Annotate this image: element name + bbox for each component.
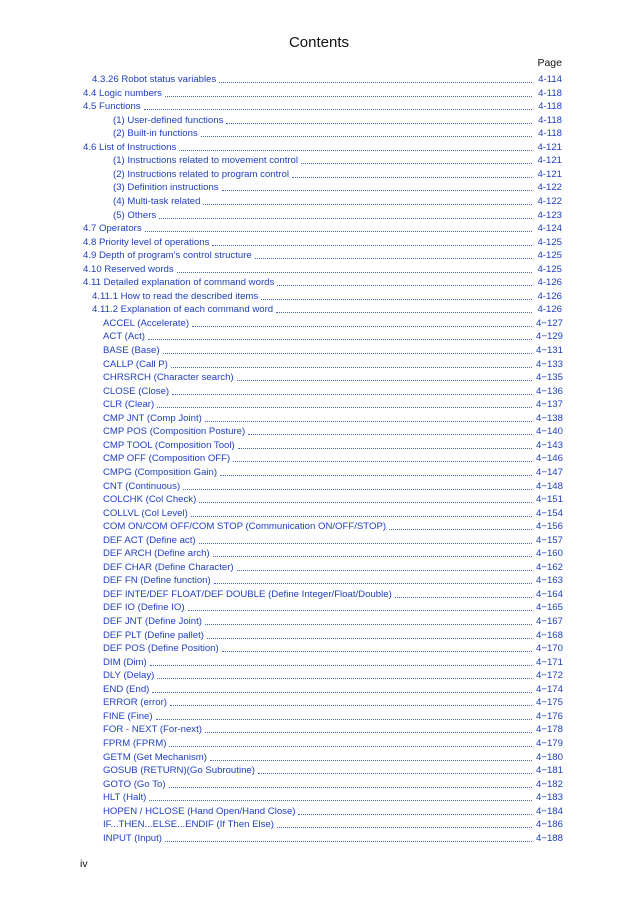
toc-entry[interactable] <box>103 587 562 601</box>
dot-leader <box>145 230 532 232</box>
toc-entry-title: (3) Definition instructions <box>113 182 219 194</box>
toc-entry-title: (2) Built-in functions <box>113 128 198 140</box>
toc-entry[interactable] <box>83 262 562 276</box>
dot-leader <box>220 474 532 476</box>
dot-leader <box>188 609 532 611</box>
dot-leader <box>150 664 532 666</box>
toc-entry-page: 4−148 <box>536 480 563 492</box>
dot-leader <box>277 284 532 286</box>
toc-entry-page: 4−183 <box>536 792 563 804</box>
toc-entry-page: 4-124 <box>537 223 562 235</box>
toc-entry[interactable] <box>113 113 562 127</box>
toc-entry[interactable] <box>103 438 562 452</box>
toc-entry-page: 4−138 <box>536 412 563 424</box>
toc-entry-page: 4−151 <box>536 494 563 506</box>
toc-entry-title: IF...THEN...ELSE...ENDIF (If Then Else) <box>103 819 274 831</box>
toc-entry-page: 4−175 <box>536 697 563 709</box>
toc-entry-page: 4-118 <box>538 87 562 99</box>
toc-entry-title: (4) Multi-task related <box>113 195 201 207</box>
toc-entry-title: END (End) <box>103 683 150 695</box>
toc-entry-title: 4.8 Priority level of operations <box>83 236 210 248</box>
dot-leader <box>199 542 532 544</box>
toc-entry-page: 4-118 <box>538 128 562 140</box>
toc-entry[interactable] <box>103 709 562 723</box>
toc-entry-title: (1) User-defined functions <box>113 114 224 126</box>
toc-entry-page: 4-121 <box>537 168 562 180</box>
toc-entry[interactable] <box>103 506 562 520</box>
toc-entry-page: 4−137 <box>536 399 563 411</box>
dot-leader <box>258 772 532 774</box>
toc-entry-page: 4-121 <box>537 141 562 153</box>
toc-entry-title: FOR - NEXT (For-next) <box>103 724 202 736</box>
toc-entry-title: CNT (Continuous) <box>103 480 181 492</box>
dot-leader <box>207 637 532 639</box>
toc-entry-title: (1) Instructions related to movement control <box>113 155 299 167</box>
toc-entry-page: 4−163 <box>536 575 563 587</box>
toc-entry[interactable] <box>113 194 562 208</box>
dot-leader <box>255 257 532 259</box>
toc-entry-page: 4−181 <box>536 765 563 777</box>
toc-entry-title: ACT (Act) <box>103 331 145 343</box>
toc-entry[interactable] <box>103 384 562 398</box>
dot-leader <box>169 786 532 788</box>
dot-leader <box>177 271 532 273</box>
toc-entry[interactable] <box>103 804 562 818</box>
toc-entry[interactable] <box>113 180 562 194</box>
dot-leader <box>301 162 532 164</box>
toc-entry[interactable] <box>103 682 562 696</box>
toc-entry-page: 4-118 <box>538 101 562 113</box>
toc-entry-page: 4−154 <box>536 507 563 519</box>
toc-entry-page: 4−184 <box>536 805 563 817</box>
toc-entry[interactable] <box>113 126 562 140</box>
toc-entry[interactable] <box>103 750 562 764</box>
toc-entry[interactable] <box>103 343 562 357</box>
toc-entry-page: 4-118 <box>538 114 562 126</box>
toc-entry-page: 4−127 <box>536 317 563 329</box>
toc-entry-page: 4-126 <box>537 277 562 289</box>
toc-entry-page: 4−133 <box>536 358 563 370</box>
toc-entry-page: 4−188 <box>536 832 563 844</box>
toc-entry-title: 4.11 Detailed explanation of command words <box>83 277 275 289</box>
dot-leader <box>172 393 532 395</box>
dot-leader <box>157 677 532 679</box>
dot-leader <box>395 596 532 598</box>
dot-leader <box>212 244 532 246</box>
toc-entry-title: FPRM (FPRM) <box>103 737 167 749</box>
toc-entry[interactable] <box>103 316 562 330</box>
toc-entry[interactable] <box>103 600 562 614</box>
toc-entry-title: DEF CHAR (Define Character) <box>103 561 234 573</box>
dot-leader <box>205 623 532 625</box>
toc-entry-title: CMP TOOL (Composition Tool) <box>103 439 235 451</box>
dot-leader <box>226 122 532 124</box>
dot-leader <box>157 406 532 408</box>
toc-entry[interactable] <box>103 451 562 465</box>
toc-entry-page: 4−178 <box>536 724 563 736</box>
dot-leader <box>219 81 532 83</box>
dot-leader <box>179 149 532 151</box>
toc-entry-page: 4−171 <box>536 656 563 668</box>
toc-entry-title: INPUT (Input) <box>103 832 163 844</box>
toc-entry-page: 4−156 <box>536 521 563 533</box>
toc-entry-page: 4−162 <box>536 561 563 573</box>
dot-leader <box>149 799 532 801</box>
toc-entry[interactable] <box>103 817 562 831</box>
toc-entry-title: CMP OFF (Composition OFF) <box>103 453 231 465</box>
toc-entry[interactable] <box>103 465 562 479</box>
toc-entry-title: HLT (Halt) <box>103 792 147 804</box>
toc-entry-title: DEF ARCH (Define arch) <box>103 548 210 560</box>
dot-leader <box>205 731 532 733</box>
dot-leader <box>203 203 532 205</box>
toc-entry[interactable] <box>113 153 562 167</box>
dot-leader <box>277 826 532 828</box>
page-number: iv <box>80 858 88 870</box>
toc-entry-page: 4−180 <box>536 751 563 763</box>
toc-entry-title: (5) Others <box>113 209 157 221</box>
toc-entry-page: 4-123 <box>537 209 562 221</box>
page-column-label: Page <box>537 57 562 69</box>
toc-entry[interactable] <box>83 235 562 249</box>
toc-entry-page: 4−170 <box>536 643 563 655</box>
dot-leader <box>233 460 532 462</box>
toc-entry[interactable] <box>103 533 562 547</box>
dot-leader <box>199 501 532 503</box>
dot-leader <box>191 515 532 517</box>
toc-entry[interactable] <box>103 668 562 682</box>
dot-leader <box>222 189 532 191</box>
toc-entry[interactable] <box>103 370 562 384</box>
toc-entry-title: GETM (Get Mechanism) <box>103 751 207 763</box>
toc-entry-page: 4−186 <box>536 819 563 831</box>
toc-entry-title: GOTO (Go To) <box>103 778 166 790</box>
dot-leader <box>237 379 532 381</box>
toc-entry[interactable] <box>103 397 562 411</box>
toc-entry-page: 4−165 <box>536 602 563 614</box>
toc-entry[interactable] <box>92 72 562 86</box>
toc-entry-page: 4−182 <box>536 778 563 790</box>
toc-entry[interactable] <box>103 831 562 845</box>
toc-entry-title: DEF FN (Define function) <box>103 575 211 587</box>
toc-entry-page: 4−146 <box>536 453 563 465</box>
toc-entry-title: CLR (Clear) <box>103 399 155 411</box>
toc-entry-title: 4.4 Logic numbers <box>83 87 162 99</box>
dot-leader <box>276 311 532 313</box>
dot-leader <box>248 433 532 435</box>
dot-leader <box>165 95 532 97</box>
toc-entry[interactable] <box>103 479 562 493</box>
dot-leader <box>165 840 532 842</box>
toc-entry-page: 4-126 <box>537 304 562 316</box>
toc-entry-title: CLOSE (Close) <box>103 385 170 397</box>
toc-entry[interactable] <box>103 560 562 574</box>
toc-entry[interactable] <box>103 736 562 750</box>
toc-entry-page: 4−140 <box>536 426 563 438</box>
dot-leader <box>214 582 532 584</box>
toc-entry-title: DEF IO (Define IO) <box>103 602 185 614</box>
toc-entry[interactable] <box>83 99 562 113</box>
dot-leader <box>156 718 532 720</box>
dot-leader <box>389 528 532 530</box>
toc-entry-title: COLLVL (Col Level) <box>103 507 188 519</box>
toc-entry-title: (2) Instructions related to program control <box>113 168 289 180</box>
toc-entry-title: COLCHK (Col Check) <box>103 494 197 506</box>
toc-entry-page: 4−147 <box>536 466 563 478</box>
toc-entry-page: 4−157 <box>536 534 563 546</box>
toc-entry-title: FINE (Fine) <box>103 710 153 722</box>
dot-leader <box>292 176 532 178</box>
toc-entry-title: COM ON/COM OFF/COM STOP (Communication ON/OFF/STOP) <box>103 521 387 533</box>
toc-entry-title: CALLP (Call P) <box>103 358 168 370</box>
toc-entry[interactable] <box>103 492 562 506</box>
toc-entry[interactable] <box>103 763 562 777</box>
dot-leader <box>144 108 532 110</box>
toc-entry-title: ACCEL (Accelerate) <box>103 317 190 329</box>
toc-entry[interactable] <box>103 628 562 642</box>
toc-entry[interactable] <box>83 140 562 154</box>
page-title: Contents <box>288 34 350 51</box>
toc-entry-page: 4−179 <box>536 737 563 749</box>
dot-leader <box>238 447 532 449</box>
dot-leader <box>170 704 532 706</box>
toc-entry[interactable] <box>83 248 562 262</box>
toc-entry-page: 4-122 <box>537 182 562 194</box>
toc-entry-title: DLY (Delay) <box>103 670 155 682</box>
toc-entry-title: CMPG (Composition Gain) <box>103 466 218 478</box>
dot-leader <box>261 298 532 300</box>
toc-entry-title: 4.11.2 Explanation of each command word <box>92 304 274 316</box>
toc-entry-page: 4−136 <box>536 385 563 397</box>
dot-leader <box>192 325 532 327</box>
toc-entry-title: 4.11.1 How to read the described items <box>92 290 259 302</box>
toc-entry-page: 4−131 <box>536 345 563 356</box>
toc-entry[interactable] <box>83 221 562 235</box>
toc-entry[interactable] <box>103 519 562 533</box>
dot-leader <box>169 745 532 747</box>
toc-entry-page: 4-125 <box>537 263 562 275</box>
toc-entry[interactable] <box>103 695 562 709</box>
toc-entry[interactable] <box>92 302 562 316</box>
dot-leader <box>298 813 532 815</box>
dot-leader <box>152 691 532 693</box>
toc-entry-title: 4.9 Depth of program's control structure <box>83 250 252 262</box>
toc-entry-title: CMP JNT (Comp Joint) <box>103 412 202 424</box>
toc-entry-title: 4.5 Functions <box>83 101 141 113</box>
toc-entry-title: 4.3.26 Robot status variables <box>92 74 217 85</box>
toc-entry-title: DEF PLT (Define pallet) <box>103 629 204 641</box>
toc-entry-page: 4−143 <box>536 439 563 451</box>
toc-entry-title: HOPEN / HCLOSE (Hand Open/Hand Close) <box>103 805 296 817</box>
toc-entry[interactable] <box>103 546 562 560</box>
toc-entry-page: 4-125 <box>537 250 562 262</box>
dot-leader <box>222 650 532 652</box>
toc-entry[interactable] <box>103 655 562 669</box>
toc-entry-page: 4−167 <box>536 616 563 627</box>
toc-entry[interactable] <box>103 641 562 655</box>
toc-entry-title: DIM (Dim) <box>103 656 147 668</box>
dot-leader <box>148 338 532 340</box>
toc-entry[interactable] <box>103 777 562 791</box>
toc-entry[interactable] <box>113 208 562 222</box>
toc-entry[interactable] <box>103 424 562 438</box>
toc-entry-page: 4−172 <box>536 670 563 682</box>
toc-entry-page: 4-125 <box>537 236 562 248</box>
toc-entry-title: BASE (Base) <box>103 345 160 356</box>
toc-entry-page: 4−174 <box>536 683 563 695</box>
toc-entry-page: 4−164 <box>536 588 563 600</box>
toc-entry-title: ERROR (error) <box>103 697 167 709</box>
toc-entry-title: CMP POS (Composition Posture) <box>103 426 246 438</box>
toc-entry-page: 4−129 <box>536 331 563 343</box>
dot-leader <box>210 759 532 761</box>
dot-leader <box>201 135 532 137</box>
toc-entry-title: DEF POS (Define Position) <box>103 643 219 655</box>
toc-entry-page: 4−168 <box>536 629 563 641</box>
toc-entry-title: 4.7 Operators <box>83 223 142 235</box>
toc-entry[interactable] <box>92 289 562 303</box>
toc-entry-title: DEF ACT (Define act) <box>103 534 196 546</box>
toc-entry-title: 4.6 List of Instructions <box>83 141 177 153</box>
dot-leader <box>213 555 532 557</box>
toc-entry[interactable] <box>103 790 562 804</box>
toc-entry-title: DEF JNT (Define Joint) <box>103 616 202 627</box>
toc-entry-page: 4-121 <box>537 155 562 167</box>
toc-entry-page: 4-114 <box>538 74 562 85</box>
toc-entry[interactable] <box>113 167 562 181</box>
toc-entry[interactable] <box>83 86 562 100</box>
toc-entry[interactable] <box>103 722 562 736</box>
toc-entry-title: GOSUB (RETURN)(Go Subroutine) <box>103 765 255 777</box>
dot-leader <box>171 366 532 368</box>
toc-entry-title: DEF INTE/DEF FLOAT/DEF DOUBLE (Define Integer/Float/Double) <box>103 588 392 600</box>
toc-entry-page: 4-122 <box>537 195 562 207</box>
toc-entry[interactable] <box>103 411 562 425</box>
toc-entry[interactable] <box>103 357 562 371</box>
toc-entry-title: CHRSRCH (Character search) <box>103 372 234 384</box>
dot-leader <box>163 352 532 354</box>
toc-entry[interactable] <box>83 275 562 289</box>
dot-leader <box>205 420 532 422</box>
toc-entry-page: 4−176 <box>536 710 563 722</box>
toc-entry-title: 4.10 Reserved words <box>83 263 174 275</box>
dot-leader <box>183 488 532 490</box>
dot-leader <box>237 569 532 571</box>
dot-leader <box>159 217 532 219</box>
toc-entry[interactable] <box>103 329 562 343</box>
toc-entry-page: 4−135 <box>536 372 563 384</box>
toc-entry[interactable] <box>103 614 562 628</box>
toc-entry-page: 4-126 <box>537 290 562 302</box>
toc-entry-page: 4−160 <box>536 548 563 560</box>
toc-entry[interactable] <box>103 573 562 587</box>
